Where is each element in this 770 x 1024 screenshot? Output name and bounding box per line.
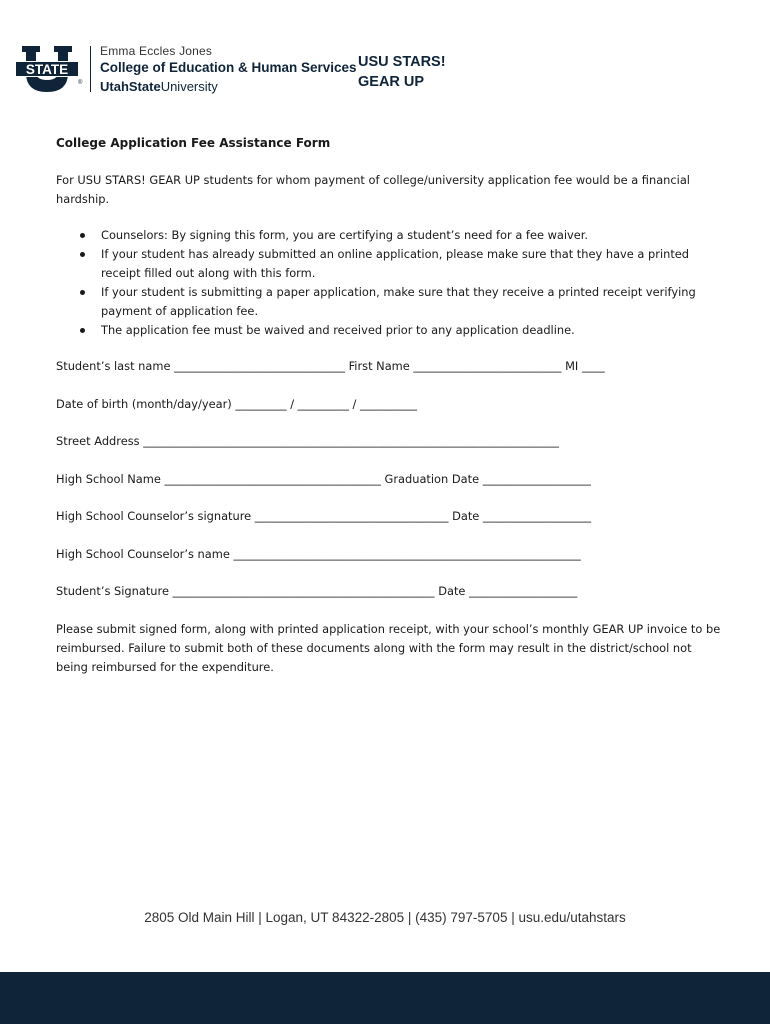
instructions-list <box>56 226 724 340</box>
footer-contact: 2805 Old Main Hill | Logan, UT 84322-2805 | (435) 797-5705 | usu.edu/utahstars <box>144 910 626 925</box>
college-name <box>100 44 357 97</box>
logo-divider <box>90 46 91 92</box>
date-of-birth-field[interactable]: Date of birth (month/day/year) _________ / _________ / __________ <box>56 396 417 411</box>
letterhead <box>16 44 756 96</box>
instruction-item: Counselors: By signing this form, you are certifying a student’s need for a fee waiver. <box>101 226 724 245</box>
university-bold: UtahState <box>100 79 161 94</box>
college-line-2: College of Education & Human Services <box>100 60 357 75</box>
street-address-field[interactable]: Street Address _________________________________________________________________________ <box>56 434 559 448</box>
instruction-item: The application fee must be waived and received prior to any application deadline. <box>101 321 724 340</box>
university-name <box>100 77 357 97</box>
form-title: College Application Fee Assistance Form <box>56 136 331 150</box>
instruction-item: If your student is submitting a paper application, make sure that they receive a printed receipt verifying payment of application fee. <box>101 283 724 321</box>
college-line-1: Emma Eccles Jones <box>100 44 213 58</box>
program-line-2: GEAR UP <box>358 74 425 90</box>
usu-state-logo <box>16 46 78 96</box>
registered-mark: ® <box>78 80 83 86</box>
closing-paragraph: Please submit signed form, along with printed application receipt, with your school’s monthly GEAR UP invoice to be reimbursed. Failure to submit both of these documents along with the form may result in the district/school not being reimbursed for the expenditure. <box>56 621 721 674</box>
counselor-name-field[interactable]: High School Counselor’s name _____________________________________________________________ <box>56 546 581 561</box>
university-regular: University <box>160 79 218 94</box>
logo-text: STATE <box>25 62 69 77</box>
program-line-1: USU STARS! <box>358 54 446 70</box>
footer-bar <box>0 972 770 1024</box>
form-intro: For USU STARS! GEAR UP students for whom payment of college/university application fee would be a financial hardship. <box>56 173 690 206</box>
form-body <box>56 134 724 677</box>
instruction-item: If your student has already submitted an online application, please make sure that they have a printed receipt filled out along with this form. <box>101 245 724 283</box>
high-school-field[interactable]: High School Name ______________________________________ Graduation Date ___________________ <box>56 471 591 486</box>
counselor-signature-field[interactable]: High School Counselor’s signature __________________________________ Date ___________________ <box>56 509 592 523</box>
program-name <box>358 52 446 92</box>
student-signature-field[interactable]: Student’s Signature ______________________________________________ Date ___________________ <box>56 584 578 598</box>
student-name-field[interactable]: Student’s last name ______________________________ First Name __________________________ MI ____ <box>56 359 605 373</box>
